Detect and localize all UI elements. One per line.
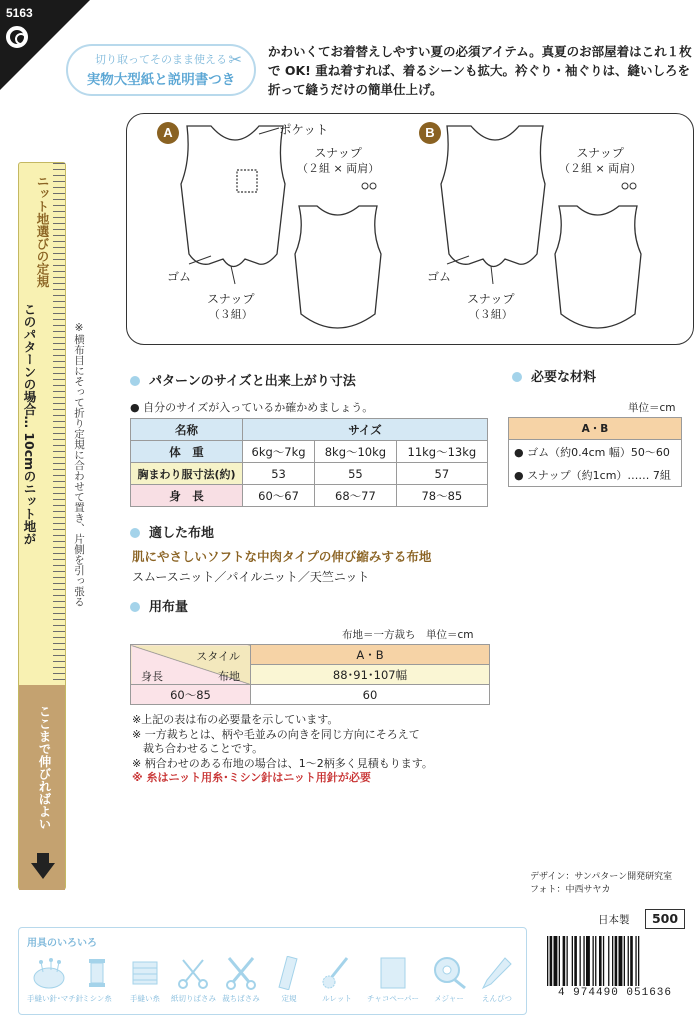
snap-bottom-label-b [467,292,515,322]
list-item: ● ゴム（約0.4cm 幅）50〜60 [514,446,670,459]
price-box: 500 [645,909,685,929]
barcode-bar [563,936,566,986]
bullet-dot-icon [512,372,522,382]
size-subtext: ● 自分のサイズが入っているか確かめましょう。 [130,401,374,414]
barcode-bar [583,936,584,986]
snap-top-label-a [297,146,379,176]
intro-text: かわいくてお着替えしやすい夏の必須アイテム。真夏のお部屋着はこれ１枚で OK! 重ね着すれば、着るシーンも拡大。衿ぐり・袖ぐりは、縫いしろを折って縫うだけの簡単仕上げ。 [268,44,692,97]
tracing-wheel-icon [319,956,355,990]
materials-box [508,417,682,487]
fabric-label: 布地 [218,670,240,683]
style-value: A・B [251,645,490,665]
chalk-paper-icon [375,956,411,990]
fabric-tagline: 肌にやさしいソフトな中肉タイプの伸び縮みする布地 [132,549,432,564]
col-name-header: 名称 [131,419,243,441]
barcode-digits: 4 974490 051636 [557,987,673,999]
height-value: 60〜85 [131,685,251,705]
materials-unit: 単位＝cm [628,402,676,414]
tool-item [171,956,215,1004]
table-cell: 78〜85 [396,485,487,507]
yardage-caption: 布地＝一方裁ち 単位＝cm [342,629,474,641]
fabric-shears-icon [223,956,259,990]
materials-header: A・B [509,418,681,440]
row-label-weight: 体 重 [131,441,243,463]
list-item: ● スナップ（約1cm）…… 7組 [514,469,671,482]
tool-item [427,956,471,1004]
barcode-bar [593,936,594,986]
tool-item [75,956,119,1004]
banner-line-2: 実物大型紙と説明書つき [86,72,236,88]
variant-b-badge: B [419,122,441,144]
barcode-bar [635,936,636,986]
bullet-dot-icon [130,602,140,612]
bullet-dot-icon [130,528,140,538]
pattern-number: 5163 [6,6,33,20]
tool-label: 手縫い糸 [130,994,160,1003]
pocket-label: ポケット [279,122,329,137]
tools-title: 用具のいろいろ [27,938,97,949]
row-label-chest: 胸まわり服寸法(約) [131,463,243,485]
table-cell: 55 [315,463,397,485]
warning-note: ※ 糸はニット用糸･ミシン針はニット用針が必要 [132,771,371,784]
col-size-header: サイズ [243,419,488,441]
hand-thread-icon [127,956,163,990]
materials-heading-text: 必要な材料 [531,370,597,385]
tool-item [315,956,359,1004]
tool-label: えんぴつ [482,994,512,1003]
tape-measure-icon [431,956,467,990]
barcode-bar [599,936,602,986]
tool-item [27,956,84,1004]
snap-bottom-label-a [207,292,255,322]
size-heading-text: パターンのサイズと出来上がり寸法 [149,374,356,389]
made-in-label: 日本製 [598,914,630,926]
note-line: ※上記の表は布の必要量を示しています。 [132,713,339,726]
barcode-bar [603,936,604,986]
snap-bottom-detail-b: （３組） [468,308,513,321]
table-cell: 6kg〜7kg [243,441,315,463]
arrow-down-icon [31,863,55,879]
barcode-bar [624,936,625,986]
table-cell: 11kg〜13kg [396,441,487,463]
snap-dot [370,183,376,189]
tool-item [363,956,423,1004]
barcode-bar [608,936,609,986]
yardage-heading-text: 用布量 [149,600,189,615]
table-row [131,441,488,463]
size-heading [130,370,356,389]
tool-label: メジャー [434,994,464,1003]
row-label-height: 身 長 [131,485,243,507]
snap-top-label-b [559,146,641,176]
note-line: ※ 一方裁ちとは、柄や毛並みの向きを同じ方向にそろえて [132,727,420,741]
barcode-bar [628,936,629,986]
fabric-heading-text: 適した布地 [149,526,215,541]
elastic-label-a: ゴム [167,270,192,284]
ruler-icon [271,956,307,990]
table-row [131,463,488,485]
snap-top-detail-a: （２組 × 両肩） [297,162,380,175]
table-cell: 57 [396,463,487,485]
snap-top-detail-b: （２組 × 両肩） [559,162,642,175]
barcode-bar [615,936,618,986]
variant-a-badge: A [157,122,179,144]
tool-label: 定規 [281,994,297,1003]
barcode-bar [547,936,548,986]
notes-block [132,713,433,786]
barcode-bar [574,936,577,986]
front-bodysuit-a [181,126,285,267]
ruler-note: ※横布目にそって折り定規に合わせて置き、片側を引っ張る [73,322,85,607]
barcode-bar [580,936,581,986]
ruler-end-label: ここまで伸びればよい [37,705,52,830]
barcode-bar [550,936,553,986]
barcode-bar [595,936,596,986]
barcode [545,936,685,986]
bullet-dot-icon [130,376,140,386]
snap-bottom-title-b: スナップ [467,292,515,306]
thread-spool-icon [79,956,115,990]
note-line: 裁ち合わせることです。 [132,742,264,755]
fabric-width: 88･91･107幅 [251,665,490,685]
barcode-bar [638,936,639,986]
credits [530,871,672,897]
note-line: ※ 柄合わせのある布地の場合は、1〜2柄多く見積もります。 [132,756,433,770]
back-bodysuit-b [555,206,641,328]
tool-label: ミシン糸 [82,994,112,1003]
snap-top-title-a: スナップ [314,146,362,160]
barcode-bar [554,936,558,986]
front-bodysuit-b [441,126,545,267]
tool-label: ルレット [322,994,352,1003]
tool-label: 紙切りばさみ [171,994,216,1003]
yardage-table [130,644,490,705]
snap-dot [630,183,636,189]
snap-dot [362,183,368,189]
yardage-amount: 60 [251,685,490,705]
fabric-heading [130,522,214,541]
materials-heading [512,366,596,385]
pencil-icon [479,956,515,990]
size-table [130,418,488,507]
barcode-bar [567,936,568,986]
barcode-bar [612,936,613,986]
table-cell: 60〜67 [243,485,315,507]
scissors-icon: ✂ [228,50,242,69]
back-bodysuit-a [295,206,381,328]
tool-label: チャコペーパー [367,994,419,1003]
barcode-bar [559,936,560,986]
height-label: 身長 [141,670,163,683]
tool-item [123,956,167,1004]
elastic-label-b: ゴム [427,270,452,284]
tool-item [267,956,311,1004]
tool-item [475,956,519,1004]
tools-panel [18,927,527,1015]
snap-dot [622,183,628,189]
barcode-bar [619,936,623,986]
ruler-title: ニット地選びの定規 [35,175,50,288]
table-row [131,685,490,705]
barcode-bar [630,936,633,986]
leader-line [231,266,235,284]
ruler-pattern-line: このパターンの場合… 10cmのニット地が [22,303,37,546]
snap-bottom-title-a: スナップ [207,292,255,306]
snap-bottom-detail-a: （３組） [208,308,253,321]
table-cell: 68〜77 [315,485,397,507]
photo-credit: フォト：中西サヤカ [530,885,611,895]
leader-line [491,266,493,284]
feature-banner [66,44,256,96]
fabric-types: スムースニット／パイルニット／天竺ニット [132,570,370,584]
table-cell: 8kg〜10kg [315,441,397,463]
brand-logo-icon [6,26,28,48]
table-header-row [131,419,488,441]
ruler-ticks [53,163,65,685]
style-label: スタイル [196,650,240,663]
paper-scissors-icon [175,956,211,990]
garment-illustration [126,113,694,345]
barcode-bar [586,936,590,986]
yardage-heading [130,596,188,615]
snap-top-title-b: スナップ [576,146,624,160]
tool-label: 裁ちばさみ [222,994,260,1003]
yardage-corner-cell [131,645,251,685]
table-row [131,485,488,507]
pincushion-icon [31,956,67,990]
tool-label: 手縫い針･マチ針 [27,994,84,1003]
banner-line-1: 切り取ってそのまま使える [95,53,227,66]
table-cell: 53 [243,463,315,485]
barcode-bar [572,936,573,986]
tool-item [219,956,263,1004]
design-credit: デザイン：サンパターン開発研究室 [530,872,673,882]
knit-stretch-ruler [18,162,66,890]
table-row [131,645,490,665]
